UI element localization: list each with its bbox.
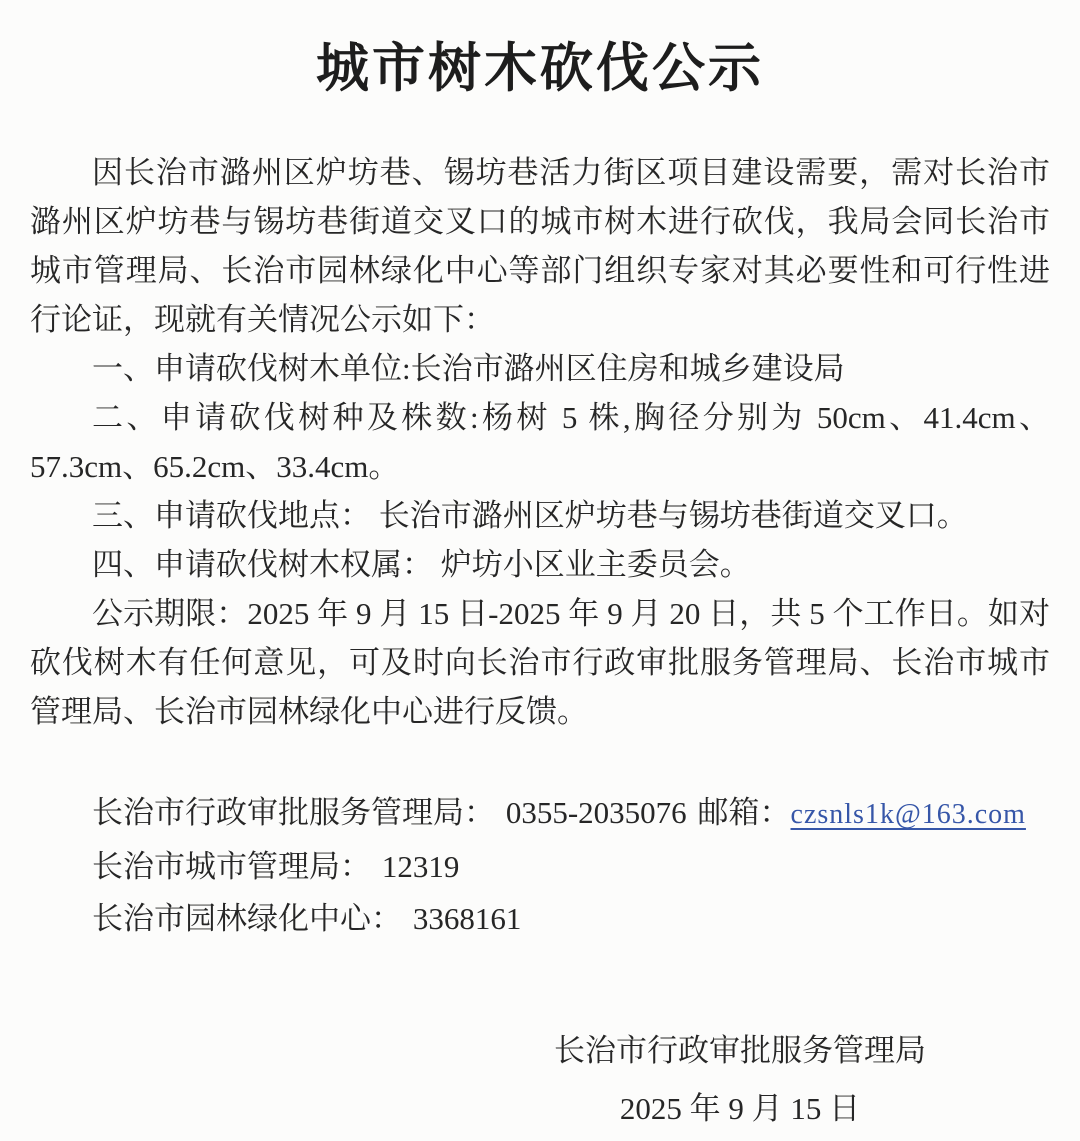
email-link[interactable]: czsnls1k@163.com [790, 799, 1026, 830]
contact-org-label: 长治市园林绿化中心： [92, 901, 402, 936]
contact-line-city-bureau [30, 842, 1050, 891]
contact-org-label: 长治市行政审批服务管理局： [92, 795, 495, 830]
period-paragraph: 公示期限：2025 年 9 月 15 日-2025 年 9 月 20 日，共 5 个工作日。如对砍伐树木有任何意见，可及时向长治市行政审批服务管理局、长治市城市管理局、长治市园林绿化中心进行反馈。 [30, 596, 1050, 729]
signature-organization: 长治市行政审批服务管理局 [554, 1033, 926, 1068]
contact-block [30, 788, 1050, 943]
contact-phone-number: 3368161 [412, 901, 522, 936]
item-location: 三、申请砍伐地点： 长治市潞州区炉坊巷与锡坊巷街道交叉口。 [92, 498, 968, 533]
contact-org-label: 长治市城市管理局： [92, 849, 371, 884]
signature-block [500, 1025, 980, 1135]
contact-email-label: 邮箱： [697, 795, 791, 830]
contact-phone-number: 12319 [381, 849, 460, 884]
item-applicant-unit: 一、申请砍伐树木单位:长治市潞州区住房和城乡建设局 [92, 351, 845, 386]
document-title: 城市树木砍伐公示 [316, 40, 764, 98]
contact-line-greening-center [30, 894, 1050, 943]
item-species-count: 二、申请砍伐树种及株数:杨树 5 株,胸径分别为 50cm、41.4cm、57.3cm、65.2cm、33.4cm。 [30, 400, 1050, 484]
signature-date: 2025 年 9 月 15 日 [619, 1091, 861, 1126]
intro-paragraph: 因长治市潞州区炉坊巷、锡坊巷活力街区项目建设需要，需对长治市潞州区炉坊巷与锡坊巷街道交叉口的城市树木进行砍伐，我局会同长治市城市管理局、长治市园林绿化中心等部门组织专家对其必要性和可行性进行论证，现就有关情况公示如下： [30, 155, 1050, 337]
contact-phone-number: 0355-2035076 [505, 795, 687, 830]
item-ownership: 四、申请砍伐树木权属： 炉坊小区业主委员会。 [92, 547, 751, 582]
contact-line-approval-bureau [30, 788, 1050, 839]
